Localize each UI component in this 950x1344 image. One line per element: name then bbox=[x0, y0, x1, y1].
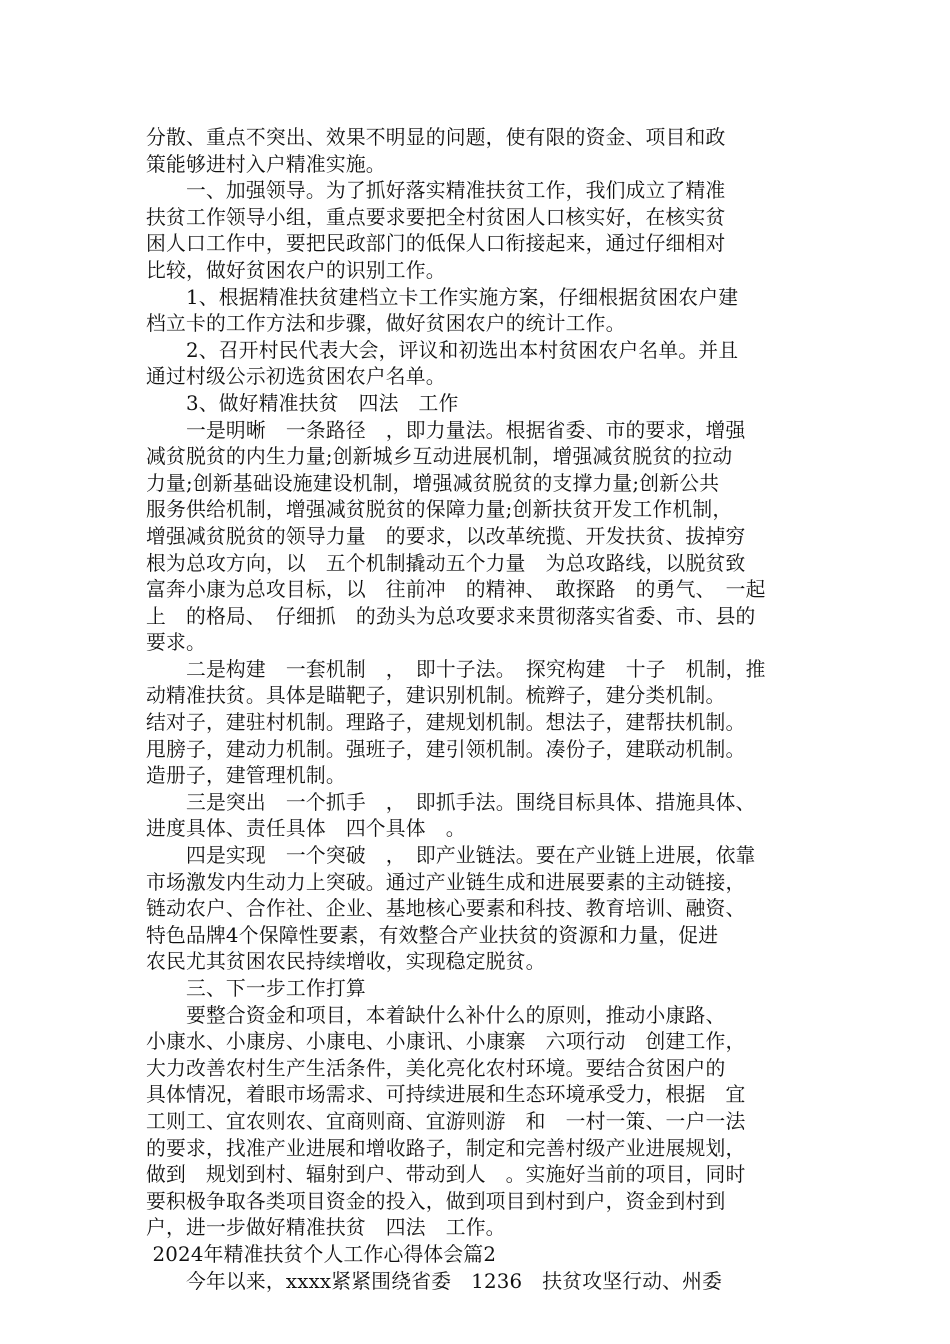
text-line: 甩膀子，建动力机制。强班子，建引领机制。凑份子，建联动机制。 bbox=[146, 737, 746, 761]
text-line: 要整合资金和项目，本着缺什么补什么的原则，推动小康路、 bbox=[146, 1003, 726, 1027]
text-line: 策能够进村入户精准实施。 bbox=[146, 152, 386, 176]
text-line: 二是构建 一套机制 ， 即十子法。 探究构建 十子 机制，推 bbox=[146, 657, 766, 681]
text-line: 力量;创新基础设施建设机制，增强减贫脱贫的支撑力量;创新公共 bbox=[146, 471, 720, 495]
text-line: 造册子，建管理机制。 bbox=[146, 764, 346, 788]
text-line: 3、做好精准扶贫 四法 工作 bbox=[146, 391, 459, 415]
text-line: 服务供给机制，增强减贫脱贫的保障力量;创新扶贫开发工作机制， bbox=[146, 498, 733, 522]
text-line: 分散、重点不突出、效果不明显的问题，使有限的资金、项目和政 bbox=[146, 126, 726, 149]
text-line: 结对子，建驻村机制。理路子，建规划机制。想法子，建帮扶机制。 bbox=[146, 711, 746, 735]
document-body bbox=[146, 125, 826, 1295]
text-line: 要积极争取各类项目资金的投入，做到项目到村到户，资金到村到 bbox=[146, 1189, 726, 1213]
text-line: 1、根据精准扶贫建档立卡工作实施方案，仔细根据贫困农户建 bbox=[146, 285, 739, 309]
text-line: 增强减贫脱贫的领导力量 的要求，以改革统揽、开发扶贫、拔掉穷 bbox=[146, 524, 746, 548]
text-line: 三是突出 一个抓手 ， 即抓手法。围绕目标具体、措施具体、 bbox=[146, 790, 756, 814]
text-line: 2024年精准扶贫个人工作心得体会篇2 bbox=[146, 1242, 497, 1266]
text-line: 2、召开村民代表大会，评议和初选出本村贫困农户名单。并且 bbox=[146, 338, 739, 362]
text-line: 户，进一步做好精准扶贫 四法 工作。 bbox=[146, 1216, 506, 1240]
text-line: 做到 规划到村、辐射到户、带动到人 。实施好当前的项目，同时 bbox=[146, 1163, 746, 1187]
text-line: 农民尤其贫困农民持续增收，实现稳定脱贫。 bbox=[146, 950, 546, 974]
text-line: 的要求，找准产业进展和增收路子，制定和完善村级产业进展规划， bbox=[146, 1136, 746, 1160]
text-line: 要求。 bbox=[146, 631, 206, 655]
text-line: 市场激发内生动力上突破。通过产业链生成和进展要素的主动链接， bbox=[146, 870, 746, 894]
text-line: 进度具体、责任具体 四个具体 。 bbox=[146, 817, 466, 841]
text-line: 三、下一步工作打算 bbox=[146, 977, 366, 1000]
text-line: 减贫脱贫的内生力量;创新城乡互动进展机制，增强减贫脱贫的拉动 bbox=[146, 445, 733, 469]
text-line: 根为总攻方向，以 五个机制撬动五个力量 为总攻路线，以脱贫致 bbox=[146, 551, 746, 575]
text-line: 扶贫工作领导小组，重点要求要把全村贫困人口核实好，在核实贫 bbox=[146, 205, 726, 229]
text-line: 困人口工作中，要把民政部门的低保人口衔接起来，通过仔细相对 bbox=[146, 232, 726, 256]
text-line: 通过村级公示初选贫困农户名单。 bbox=[146, 365, 446, 389]
text-line: 链动农户、合作社、企业、基地核心要素和科技、教育培训、融资、 bbox=[146, 897, 746, 921]
text-line: 档立卡的工作方法和步骤，做好贫困农户的统计工作。 bbox=[146, 312, 626, 336]
text-line: 一是明晰 一条路径 ，即力量法。根据省委、市的要求，增强 bbox=[146, 418, 746, 442]
text-line: 小康水、小康房、小康电、小康讯、小康寨 六项行动 创建工作， bbox=[146, 1030, 746, 1054]
text-line: 今年以来，xxxx紧紧围绕省委 1236 扶贫攻坚行动、州委 bbox=[146, 1269, 723, 1293]
text-line: 特色品牌4个保障性要素，有效整合产业扶贫的资源和力量，促进 bbox=[146, 923, 719, 947]
text-line: 四是实现 一个突破 ， 即产业链法。要在产业链上进展，依靠 bbox=[146, 844, 756, 868]
text-line: 比较，做好贫困农户的识别工作。 bbox=[146, 258, 446, 282]
text-line: 富奔小康为总攻目标，以 往前冲 的精神、 敢探路 的勇气、 一起 bbox=[146, 578, 766, 602]
text-line: 大力改善农村生产生活条件，美化亮化农村环境。要结合贫困户的 bbox=[146, 1056, 726, 1080]
text-line: 一、加强领导。为了抓好落实精准扶贫工作，我们成立了精准 bbox=[146, 179, 726, 203]
text-line: 具体情况，着眼市场需求、可持续进展和生态环境承受力，根据 宜 bbox=[146, 1083, 746, 1107]
text-line: 上 的格局、 仔细抓 的劲头为总攻要求来贯彻落实省委、市、县的 bbox=[146, 604, 756, 628]
text-line: 工则工、宜农则农、宜商则商、宜游则游 和 一村一策、一户一法 bbox=[146, 1109, 746, 1133]
text-line: 动精准扶贫。具体是瞄靶子，建识别机制。梳辫子，建分类机制。 bbox=[146, 684, 726, 708]
